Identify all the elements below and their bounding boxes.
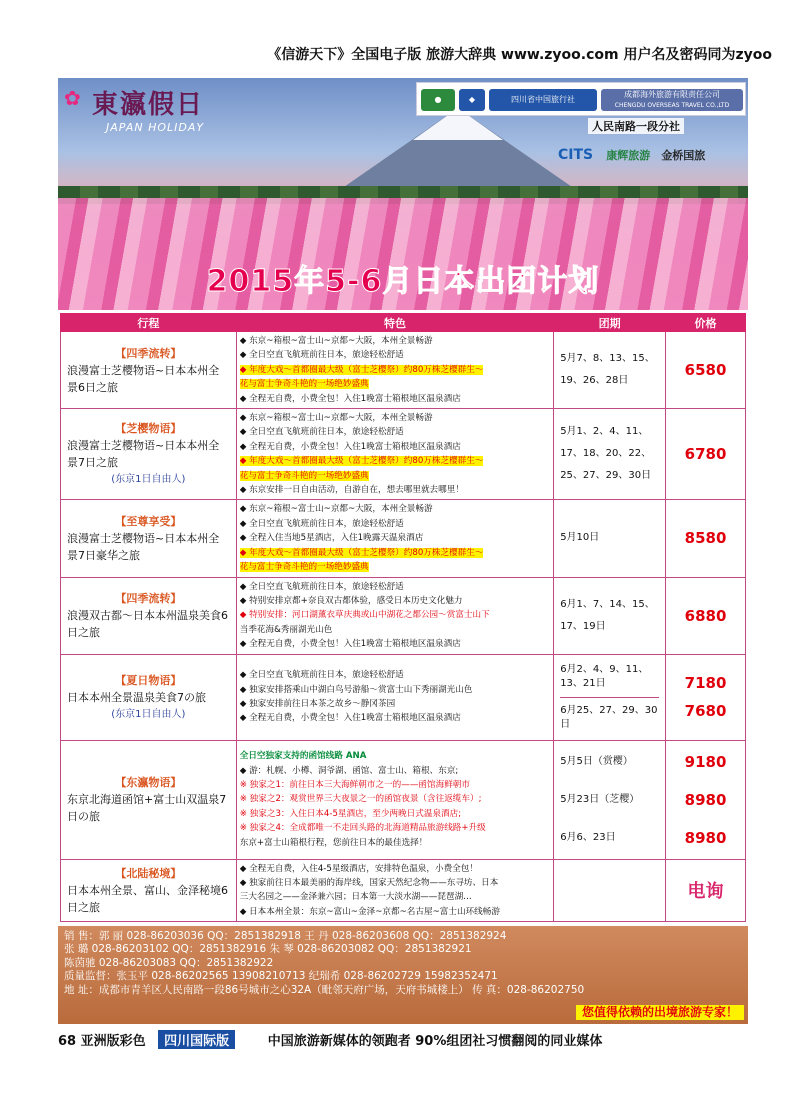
feature-line: [240, 469, 550, 483]
route-cell: [61, 654, 237, 740]
feature-line: [240, 637, 550, 651]
features-cell: [236, 500, 553, 577]
partner-overseas-en: CHENGDU OVERSEAS TRAVEL CO.,LTD: [614, 102, 730, 109]
feature-line: [240, 764, 550, 778]
feature-text: ◆ 全程无自费，小费全包！入住1晚富士箱根地区温泉酒店: [239, 639, 461, 650]
route-name: 浪漫富士芝樱物语~日本本州全景7日豪华之旅: [67, 531, 220, 562]
feature-text: ◆ 独家安排前往日本茶之故乡～静冈茶园: [239, 699, 396, 710]
feature-text: ◆ 全程无自费，小费全包！入住1晚富士箱根地区温泉酒店: [239, 713, 461, 724]
price-value: 6880: [684, 606, 727, 625]
page-number-label: 68 亚洲版彩色: [58, 1034, 146, 1049]
slogan: 您值得依赖的出境旅游专家！: [576, 1005, 744, 1020]
partner-logo-icon: ●: [421, 89, 455, 111]
feature-text: ◆ 东京~箱根~富士山~京都~大阪，本州全景畅游: [239, 504, 433, 515]
feature-line: [240, 392, 550, 406]
route-tag: 【至尊享受】: [115, 514, 182, 528]
route-tag: 【四季流转】: [115, 592, 182, 606]
feature-text: ◆ 全日空直飞航班前往日本，旅途轻松舒适: [239, 518, 404, 529]
feature-text: 东京+富士山箱根行程，您前往日本的最佳选择！: [239, 837, 428, 848]
price-cell: [666, 654, 746, 740]
price-cell: [666, 332, 746, 409]
feature-line: [240, 807, 550, 821]
header-dates: 团期: [554, 314, 666, 332]
date-line: 17、19日: [560, 620, 606, 632]
feature-text: ◆ 特别安排：河口湖薰衣草庆典或山中湖花之都公园～赏富士山下: [239, 610, 490, 621]
features-cell: [236, 409, 553, 500]
feature-text: ◆ 独家前往日本最美丽的海岸线，国家天然纪念物——东寻坊、日本: [239, 877, 499, 888]
feature-line: [240, 454, 550, 468]
table-row: [61, 577, 746, 654]
footer-line: 销 售：郭 丽 028-86203036 QQ：2851382918 王 丹 028-86203608 QQ：2851382924: [64, 930, 507, 942]
feature-text: ◆ 东京~箱根~富士山~京都~大阪，本州全景畅游: [239, 413, 433, 424]
partner-overseas-cn: 成都海外旅游有限责任公司: [624, 90, 720, 99]
table-row: [61, 409, 746, 500]
kanghui-logo: 康辉旅游: [606, 149, 651, 162]
date-line: 17、18、20、22、: [560, 448, 652, 460]
route-name: 日本本州全景、富山、金泽秘境6日之旅: [67, 883, 228, 914]
magazine-header: 《信游天下》全国电子版 旅游大辞典 www.zyoo.com 用户名及密码同为zyoo: [267, 47, 772, 63]
features-cell: [236, 740, 553, 859]
route-cell: [61, 332, 237, 409]
feature-line: [240, 608, 550, 622]
feature-text: ◆ 全程无自费，小费全包！入住1晚富士箱根地区温泉酒店: [239, 393, 461, 404]
date-line: 5月5日（赏樱）: [560, 755, 633, 767]
route-tag: 【芝樱物语】: [115, 422, 182, 436]
price-cell: [666, 577, 746, 654]
date-line: 5月23日（芝樱）: [560, 793, 640, 805]
route-cell: [61, 409, 237, 500]
date-line: 6月1、7、14、15、: [560, 598, 655, 610]
feature-text: 三大名园之——金泽兼六园；日本第一大淡水湖——琵琶湖…: [239, 892, 472, 903]
header-price: 价格: [666, 314, 746, 332]
feature-line: [240, 711, 550, 725]
feature-line: [240, 546, 550, 560]
contact-footer: [58, 926, 748, 1024]
feature-line: [240, 483, 550, 497]
feature-text: ※ 独家之1：前往日本三大海鲜朝市之一的——函馆海鲜朝市: [239, 779, 470, 790]
feature-text: ◆ 全日空直飞航班前往日本，旅途轻松舒适: [239, 670, 404, 681]
header-route: 行程: [61, 314, 237, 332]
feature-text: 花与富士争奇斗艳的一场绝妙盛典: [239, 470, 369, 481]
feature-line: [240, 560, 550, 574]
hero-banner: [58, 78, 748, 310]
date-line: 6月6、23日: [560, 831, 616, 843]
feature-line: [240, 502, 550, 516]
feature-line: [240, 890, 550, 904]
route-cell: [61, 859, 237, 922]
feature-line: [240, 697, 550, 711]
page-title: 2015年5-6月日本出团计划: [206, 264, 600, 299]
date-line: 6月25、27、29、30日: [560, 704, 658, 730]
footer-line: 陈茵驰 028-86203083 QQ：2851382922: [64, 956, 274, 969]
table-row: [61, 500, 746, 577]
partner-overseas: [601, 89, 743, 111]
feature-line: [240, 836, 550, 850]
features-cell: [236, 332, 553, 409]
feature-text: ※ 独家之3：入住日本4-5星酒店，至少两晚日式温泉酒店;: [239, 808, 462, 819]
feature-line: [240, 425, 550, 439]
feature-line: [240, 749, 550, 763]
feature-text: ◆ 全日空直飞航班前往日本，旅途轻松舒适: [239, 581, 404, 592]
date-line: 19、26、28日: [560, 375, 629, 387]
date-line: 25、27、29、30日: [560, 470, 652, 482]
feature-text: ◆ 东京安排一日自由活动，自游自在，想去哪里就去哪里！: [239, 485, 464, 496]
route-name: 浪漫双古都～日本本州温泉美食6日之旅: [67, 609, 228, 640]
feature-line: [240, 683, 550, 697]
feature-text: ◆ 游：札幌、小樽、洞爷湖、函馆、富士山、箱根、东京;: [239, 765, 459, 776]
dates-cell: [554, 577, 666, 654]
table-row: [61, 654, 746, 740]
feature-text: 当季花海&秀丽湖光山色: [239, 624, 333, 635]
feature-line: [240, 668, 550, 682]
feature-line: [240, 440, 550, 454]
dates-cell: [554, 654, 666, 740]
feature-text: ◆ 东京~箱根~富士山~京都~大阪，本州全景畅游: [239, 336, 433, 346]
feature-text: ◆ 年度大戏～首都圈最大级（富士芝樱祭）约80万株芝樱群生～: [239, 364, 484, 375]
footer-line: 张 璐 028-86203102 QQ：2851382916 朱 琴 028-86203082 QQ：2851382921: [64, 943, 472, 956]
dates-cell: [554, 740, 666, 859]
price-value: 6580: [684, 361, 727, 380]
feature-line: [240, 531, 550, 545]
route-name: 东京北海道函馆+富士山双温泉7日の旅: [67, 793, 227, 824]
route-note: (东京1日自由人): [111, 708, 186, 720]
feature-text: ◆ 年度大戏～首都圈最大级（富士芝樱祭）约80万株芝樱群生～: [239, 456, 484, 467]
dates-cell: [554, 859, 666, 922]
price-value: 6780: [684, 445, 727, 464]
jinqiao-logo: 金桥国旅: [661, 149, 706, 162]
feature-line: [240, 876, 550, 890]
partner-logo-icon: ◆: [459, 89, 485, 111]
feature-line: [240, 580, 550, 594]
feature-line: [240, 334, 550, 348]
feature-text: ※ 独家之4：全成都唯一不走回头路的北海道精品旅游线路+升级: [239, 823, 486, 834]
features-cell: [236, 859, 553, 922]
features-cell: [236, 654, 553, 740]
feature-text: ◆ 年度大戏～首都圈最大级（富士芝樱祭）约80万株芝樱群生～: [239, 547, 484, 558]
price-value: 9180: [684, 752, 727, 771]
feature-text: 花与富士争奇斗艳的一场绝妙盛典: [239, 379, 369, 390]
table-row: [61, 332, 746, 409]
logo-en: JAPAN HOLIDAY: [106, 121, 205, 134]
cits-logo: CITS: [558, 147, 594, 163]
dates-cell: [554, 332, 666, 409]
price-cell: [666, 500, 746, 577]
alliance-logos: [558, 144, 744, 188]
media-slogan: 中国旅游新媒体的领跑者 90%组团社习惯翻阅的同业媒体: [267, 1034, 603, 1049]
route-name: 日本本州全景温泉美食7の旅: [67, 690, 206, 704]
feature-text: ◆ 特别安排京都+奈良双古都体验，感受日本历史文化魅力: [239, 595, 463, 606]
feature-line: [240, 905, 550, 919]
table-header-row: [61, 314, 746, 332]
page-footer-bar: [58, 1030, 748, 1052]
price-value: 7680: [684, 702, 727, 721]
feature-text: ◆ 全日空直飞航班前往日本，旅途轻松舒适: [239, 427, 404, 438]
feature-line: [240, 517, 550, 531]
price-cell: [666, 859, 746, 922]
price-value: 8580: [684, 529, 727, 548]
feature-text: 全日空独家支持的函馆线路 ANA: [239, 751, 367, 762]
route-cell: [61, 740, 237, 859]
footer-line: 地 址：成都市青羊区人民南路一段86号城市之心32A（毗邻天府广场，天府书城楼上） 传 真：028-86202750: [64, 983, 585, 996]
footer-line: 质量监督：张玉平 028-86202565 13908210713 纪瑞希 028-86202729 15982352471: [64, 970, 498, 983]
feature-line: [240, 792, 550, 806]
dates-cell: [554, 409, 666, 500]
feature-line: [240, 411, 550, 425]
route-tag: 【北陆秘境】: [115, 866, 182, 880]
route-cell: [61, 500, 237, 577]
date-line: 5月10日: [560, 532, 600, 544]
dates-cell: [554, 500, 666, 577]
date-line: 5月7、8、13、15、: [560, 353, 655, 365]
route-name: 浪漫富士芝樱物语~日本本州全景7日之旅: [67, 439, 220, 470]
feature-text: ◆ 独家安排搭乘山中湖白鸟号游船～赏富士山下秀丽湖光山色: [239, 684, 473, 695]
feature-line: [240, 821, 550, 835]
price-value: 7180: [684, 674, 727, 693]
table-row: [61, 740, 746, 859]
feature-line: [240, 594, 550, 608]
date-line: 6月2、4、9、11、13、21日: [560, 657, 659, 698]
partner-logos: [416, 82, 746, 116]
price-value: 8980: [684, 828, 727, 847]
feature-text: ◆ 全程入住当地5星酒店，入住1晚露天温泉酒店: [239, 533, 424, 544]
feature-text: ◆ 全日空直飞航班前往日本，旅途轻松舒适: [239, 350, 404, 361]
feature-line: [240, 363, 550, 377]
date-line: 5月1、2、4、11、: [560, 426, 649, 438]
cherry-blossom-icon: ✿: [64, 86, 81, 110]
itinerary-body: [61, 332, 746, 922]
edition-badge: 四川国际版: [158, 1030, 235, 1049]
brand-logo: [66, 84, 236, 140]
header-features: 特色: [236, 314, 553, 332]
partner-cts: 四川省中国旅行社: [489, 89, 597, 111]
feature-text: ※ 独家之2：观赏世界三大夜景之一的函馆夜景（含往返缆车）;: [239, 794, 482, 805]
route-cell: [61, 577, 237, 654]
feature-line: [240, 377, 550, 391]
price-cell: [666, 740, 746, 859]
price-cell: [666, 409, 746, 500]
route-tag: 【夏日物语】: [115, 673, 182, 687]
feature-text: 花与富士争奇斗艳的一场绝妙盛典: [239, 562, 369, 573]
route-tag: 【东瀛物语】: [115, 776, 182, 790]
feature-text: ◆ 日本本州全景：东京~富山~金泽~京都~名古屋~富士山环线畅游: [239, 906, 500, 917]
feature-line: [240, 778, 550, 792]
feature-line: [240, 348, 550, 362]
feature-text: ◆ 全程无自费，入住4-5星级酒店，安排特色温泉，小费全包！: [239, 863, 478, 874]
feature-line: [240, 623, 550, 637]
route-tag: 【四季流转】: [115, 346, 182, 360]
branch-name: 人民南路一段分社: [588, 118, 684, 134]
route-name: 浪漫富士芝樱物语~日本本州全景6日之旅: [67, 363, 220, 394]
price-value: 8980: [684, 790, 727, 809]
logo-cn: 東瀛假日: [92, 90, 205, 120]
itinerary-table: [60, 313, 746, 922]
feature-text: ◆ 全程无自费，小费全包！入住1晚富士箱根地区温泉酒店: [239, 441, 461, 452]
features-cell: [236, 577, 553, 654]
feature-line: [240, 862, 550, 876]
table-row: [61, 859, 746, 922]
route-note: (东京1日自由人): [111, 474, 186, 486]
price-value: 电询: [687, 881, 724, 903]
